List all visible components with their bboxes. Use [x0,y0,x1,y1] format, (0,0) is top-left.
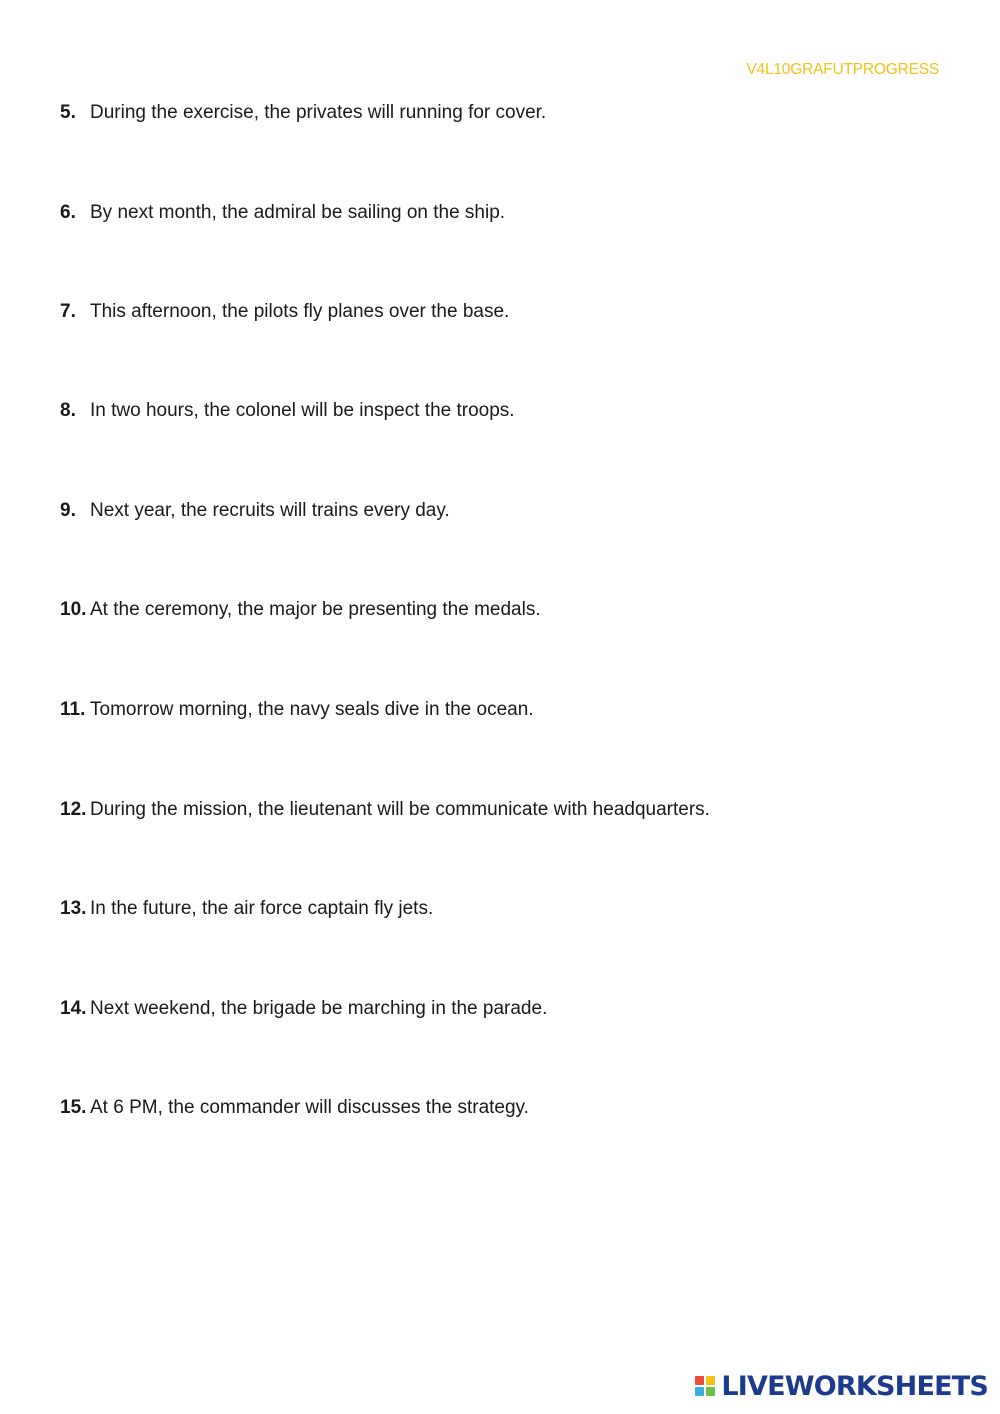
list-item [60,200,505,226]
item-number: 8. [60,400,76,421]
item-number: 11. [60,699,86,720]
item-text: At 6 PM, the commander will discusses the strategy. [90,1097,529,1118]
logo-squares-icon [695,1376,715,1396]
item-text: During the exercise, the privates will running for cover. [90,102,547,123]
item-number: 13. [60,898,87,919]
list-item [60,896,433,922]
liveworksheets-logo[interactable] [695,1368,988,1404]
list-item [60,498,450,524]
logo-square [695,1376,704,1385]
item-text: In two hours, the colonel will be inspect the troops. [90,400,515,421]
list-item [60,697,534,723]
list-item [60,996,547,1022]
list-item [60,100,546,126]
item-text: In the future, the air force captain fly jets. [90,898,434,919]
item-text: Tomorrow morning, the navy seals dive in the ocean. [90,699,534,720]
item-text: At the ceremony, the major be presenting the medals. [90,599,541,620]
item-text: During the mission, the lieutenant will be communicate with headquarters. [90,799,710,820]
item-number: 12. [60,799,87,820]
item-number: 7. [60,301,76,322]
list-item [60,797,710,823]
item-number: 9. [60,500,76,521]
item-text: Next weekend, the brigade be marching in the parade. [90,998,548,1019]
item-text: This afternoon, the pilots fly planes over the base. [90,301,510,322]
item-number: 14. [60,998,87,1019]
logo-square [695,1387,704,1396]
item-text: Next year, the recruits will trains every day. [90,500,450,521]
item-number: 10. [60,599,87,620]
item-text: By next month, the admiral be sailing on the ship. [90,202,506,223]
list-item [60,398,515,424]
list-item [60,597,541,623]
logo-square [706,1376,715,1385]
item-number: 15. [60,1097,87,1118]
list-item [60,1095,529,1121]
logo-text: LIVEWORKSHEETS [721,1370,988,1402]
item-number: 5. [60,102,76,123]
list-item [60,299,509,325]
worksheet-code: V4L10GRAFUTPROGRESS [746,61,939,78]
item-number: 6. [60,202,76,223]
logo-square [706,1387,715,1396]
